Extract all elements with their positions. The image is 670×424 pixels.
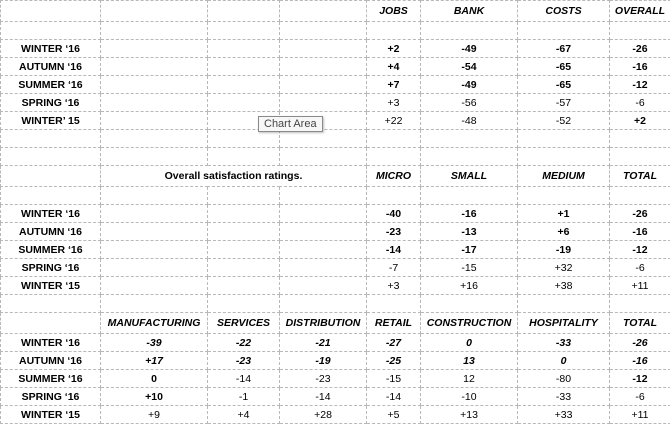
sheet-row [1,76,670,94]
value-cell[interactable]: -14 [280,388,367,406]
value-cell[interactable]: -6 [610,259,670,277]
value-cell[interactable]: -80 [518,370,610,388]
row-label[interactable]: SPRING ‘16 [1,259,101,277]
sheet-cell[interactable] [101,277,208,295]
sheet-row [1,187,670,205]
value-cell[interactable]: +7 [367,76,421,94]
sheet-cell[interactable] [208,22,280,40]
column-header[interactable]: SERVICES [208,313,280,334]
sheet-cell[interactable] [208,277,280,295]
sheet-row [1,148,670,166]
sheet-cell[interactable] [1,313,101,334]
value-cell[interactable]: 0 [101,370,208,388]
sheet-row [1,334,670,352]
sheet-row [1,352,670,370]
sheet-cell[interactable] [610,148,670,166]
value-cell[interactable]: +2 [610,112,670,130]
value-cell[interactable]: -15 [421,259,518,277]
sheet-cell[interactable] [518,148,610,166]
sheet-cell[interactable] [1,295,101,313]
sheet-row [1,223,670,241]
value-cell[interactable]: -10 [421,388,518,406]
sheet-cell[interactable] [208,187,280,205]
value-cell[interactable]: -23 [208,352,280,370]
sheet-cell[interactable] [280,40,367,58]
row-label[interactable]: WINTER ‘15 [1,406,101,424]
sheet-cell[interactable] [1,187,101,205]
sheet-cell[interactable] [280,1,367,22]
value-cell[interactable]: -13 [421,223,518,241]
sheet-cell[interactable] [101,76,208,94]
row-label[interactable]: WINTER ‘16 [1,205,101,223]
row-label[interactable]: WINTER ‘15 [1,277,101,295]
sheet-row [1,94,670,112]
sheet-cell[interactable] [101,94,208,112]
sheet-cell[interactable] [101,223,208,241]
value-cell[interactable]: 12 [421,370,518,388]
sheet-cell[interactable] [421,130,518,148]
value-cell[interactable]: -19 [280,352,367,370]
row-label[interactable]: SPRING ‘16 [1,388,101,406]
value-cell[interactable]: +13 [421,406,518,424]
column-header[interactable]: MANUFACTURING [101,313,208,334]
column-header[interactable]: MICRO [367,166,421,187]
value-cell[interactable]: -22 [208,334,280,352]
sheet-cell[interactable] [1,166,101,187]
value-cell[interactable]: -57 [518,94,610,112]
sheet-cell[interactable] [367,148,421,166]
sheet-row [1,370,670,388]
value-cell[interactable]: -48 [421,112,518,130]
sheet-cell[interactable] [421,22,518,40]
sheet-cell[interactable] [208,58,280,76]
value-cell[interactable]: -6 [610,388,670,406]
value-cell[interactable]: -65 [518,58,610,76]
value-cell[interactable]: +38 [518,277,610,295]
row-label[interactable]: SUMMER ‘16 [1,241,101,259]
column-header[interactable]: SMALL [421,166,518,187]
value-cell[interactable]: -65 [518,76,610,94]
sheet-cell[interactable] [280,223,367,241]
row-label[interactable]: WINTER ‘16 [1,40,101,58]
row-label[interactable]: SUMMER ‘16 [1,370,101,388]
column-header[interactable]: TOTAL [610,313,670,334]
sheet-cell[interactable] [101,112,208,130]
column-header[interactable]: CONSTRUCTION [421,313,518,334]
sheet-cell[interactable] [421,295,518,313]
sheet-cell[interactable] [101,58,208,76]
row-label[interactable]: SUMMER ‘16 [1,76,101,94]
value-cell[interactable]: +3 [367,277,421,295]
value-cell[interactable]: -1 [208,388,280,406]
sheet-row [1,22,670,40]
sheet-cell[interactable] [280,295,367,313]
sheet-cell[interactable] [208,40,280,58]
sheet-cell[interactable] [280,277,367,295]
value-cell[interactable]: +2 [367,40,421,58]
value-cell[interactable]: +10 [101,388,208,406]
sheet-row [1,58,670,76]
value-cell[interactable]: -14 [367,241,421,259]
value-cell[interactable]: -7 [367,259,421,277]
sheet-cell[interactable] [208,148,280,166]
value-cell[interactable]: +4 [367,58,421,76]
sheet-row [1,112,670,130]
value-cell[interactable]: -16 [610,352,670,370]
sheet-cell[interactable] [367,130,421,148]
column-header[interactable]: RETAIL [367,313,421,334]
value-cell[interactable]: -14 [367,388,421,406]
sheet-cell[interactable] [101,1,208,22]
value-cell[interactable]: -40 [367,205,421,223]
value-cell[interactable]: -21 [280,334,367,352]
column-header[interactable]: JOBS [367,1,421,22]
row-label[interactable]: AUTUMN ‘16 [1,352,101,370]
value-cell[interactable]: -39 [101,334,208,352]
chart-area-tooltip: Chart Area [258,116,323,132]
sheet-cell[interactable] [101,148,208,166]
sheet-row [1,313,670,334]
value-cell[interactable]: +11 [610,277,670,295]
value-cell[interactable]: -12 [610,370,670,388]
sheet-cell[interactable] [280,241,367,259]
column-header[interactable]: OVERALL [610,1,670,22]
sheet-row [1,130,670,148]
value-cell[interactable]: -33 [518,388,610,406]
value-cell[interactable]: -6 [610,94,670,112]
value-cell[interactable]: -26 [610,40,670,58]
value-cell[interactable]: -14 [208,370,280,388]
value-cell[interactable]: -26 [610,205,670,223]
sheet-cell[interactable] [280,148,367,166]
sheet-cell[interactable] [208,295,280,313]
value-cell[interactable]: -17 [421,241,518,259]
sheet-cell[interactable] [280,187,367,205]
sheet-cell[interactable] [280,58,367,76]
value-cell[interactable]: 0 [518,352,610,370]
sheet-row [1,1,670,22]
value-cell[interactable]: +32 [518,259,610,277]
sheet-cell[interactable] [280,130,367,148]
sheet-cell[interactable] [208,130,280,148]
row-label[interactable]: SPRING ‘16 [1,94,101,112]
row-label[interactable]: WINTER ‘16 [1,334,101,352]
value-cell[interactable]: -49 [421,40,518,58]
value-cell[interactable]: +22 [367,112,421,130]
value-cell[interactable]: -12 [610,76,670,94]
sheet-cell[interactable] [208,241,280,259]
sheet-cell[interactable] [101,130,208,148]
sheet-cell[interactable] [280,205,367,223]
value-cell[interactable]: +28 [280,406,367,424]
value-cell[interactable]: -16 [421,205,518,223]
sheet-cell[interactable] [208,1,280,22]
value-cell[interactable]: -52 [518,112,610,130]
value-cell[interactable]: +17 [101,352,208,370]
sheet-row [1,277,670,295]
sheet-cell[interactable] [518,295,610,313]
sheet-row [1,241,670,259]
column-header[interactable]: HOSPITALITY [518,313,610,334]
value-cell[interactable]: -15 [367,370,421,388]
sheet-cell[interactable] [101,259,208,277]
value-cell[interactable]: +16 [421,277,518,295]
sheet-cell[interactable] [101,40,208,58]
sheet-cell[interactable] [208,205,280,223]
sheet-cell[interactable] [518,22,610,40]
sheet-cell[interactable] [280,94,367,112]
sheet-row [1,205,670,223]
value-cell[interactable]: 13 [421,352,518,370]
sheet-cell[interactable] [101,241,208,259]
value-cell[interactable]: +1 [518,205,610,223]
sheet-row [1,40,670,58]
value-cell[interactable]: -23 [367,223,421,241]
column-header[interactable]: DISTRIBUTION [280,313,367,334]
value-cell[interactable]: 0 [421,334,518,352]
value-cell[interactable]: -56 [421,94,518,112]
sheet-cell[interactable] [421,148,518,166]
row-label[interactable]: AUTUMN ‘16 [1,58,101,76]
sheet-cell[interactable] [101,187,208,205]
sheet-cell[interactable] [208,76,280,94]
value-cell[interactable]: -54 [421,58,518,76]
value-cell[interactable]: +6 [518,223,610,241]
sheet-cell[interactable] [280,76,367,94]
sheet-row [1,295,670,313]
sheet-cell[interactable] [1,148,101,166]
value-cell[interactable]: -27 [367,334,421,352]
sheet-cell[interactable] [101,22,208,40]
row-label[interactable]: AUTUMN ‘16 [1,223,101,241]
value-cell[interactable]: -49 [421,76,518,94]
sheet-cell[interactable] [280,259,367,277]
row-label[interactable]: WINTER’ 15 [1,112,101,130]
column-header[interactable]: BANK [421,1,518,22]
column-header[interactable]: MEDIUM [518,166,610,187]
value-cell[interactable]: +33 [518,406,610,424]
sheet-row [1,259,670,277]
sheet-cell[interactable] [280,22,367,40]
value-cell[interactable]: -19 [518,241,610,259]
sheet-row [1,388,670,406]
sheet-cell[interactable] [610,295,670,313]
value-cell[interactable]: +9 [101,406,208,424]
value-cell[interactable]: -26 [610,334,670,352]
value-cell[interactable]: -16 [610,223,670,241]
sheet-cell[interactable] [101,205,208,223]
sheet-cell[interactable] [518,130,610,148]
sheet-cell[interactable] [518,187,610,205]
sheet-cell[interactable] [610,187,670,205]
sheet-cell[interactable] [1,1,101,22]
value-cell[interactable]: -67 [518,40,610,58]
column-header[interactable]: COSTS [518,1,610,22]
sheet-cell[interactable] [208,259,280,277]
value-cell[interactable]: +5 [367,406,421,424]
sheet-cell[interactable] [610,22,670,40]
value-cell[interactable]: +4 [208,406,280,424]
sheet-row [1,166,670,187]
section-title[interactable]: Overall satisfaction ratings. [101,166,367,187]
value-cell[interactable]: -16 [610,58,670,76]
sheet-cell[interactable] [208,223,280,241]
sheet-cell[interactable] [367,295,421,313]
sheet-cell[interactable] [1,130,101,148]
value-cell[interactable]: +11 [610,406,670,424]
value-cell[interactable]: -33 [518,334,610,352]
sheet-cell[interactable] [610,130,670,148]
value-cell[interactable]: -12 [610,241,670,259]
sheet-cell[interactable] [101,295,208,313]
sheet-cell[interactable] [208,94,280,112]
sheet-cell[interactable] [367,187,421,205]
sheet-cell[interactable] [1,22,101,40]
column-header[interactable]: TOTAL [610,166,670,187]
value-cell[interactable]: -25 [367,352,421,370]
value-cell[interactable]: -23 [280,370,367,388]
sheet-cell[interactable] [421,187,518,205]
sheet-cell[interactable] [367,22,421,40]
value-cell[interactable]: +3 [367,94,421,112]
